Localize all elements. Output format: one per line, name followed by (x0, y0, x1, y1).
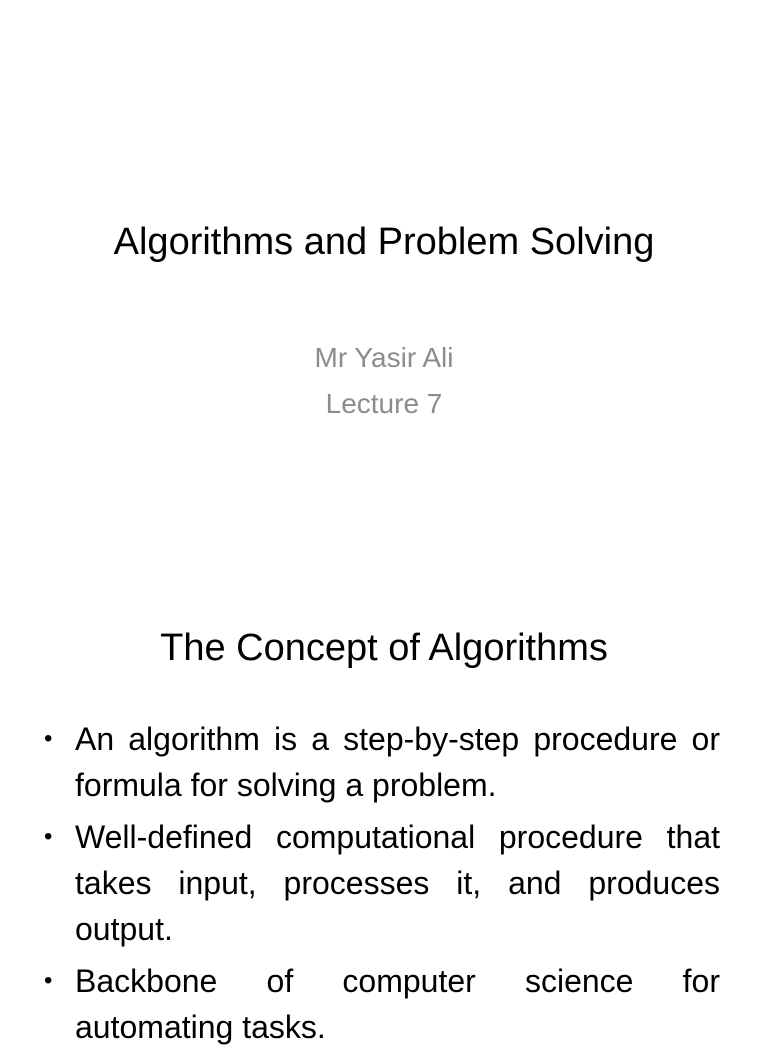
bullet-icon: • (44, 967, 53, 994)
slide-subtitle (0, 335, 768, 427)
slide-title: Algorithms and Problem Solving (113, 221, 655, 263)
bullet-item (44, 716, 720, 808)
bullet-text: Backbone of computer science for automating tasks. (75, 963, 720, 1045)
bullet-list (44, 716, 720, 1056)
bullet-icon: • (44, 823, 53, 850)
bullet-icon: • (44, 725, 53, 752)
bullet-item (44, 814, 720, 952)
presenter-name: Mr Yasir Ali (314, 342, 454, 373)
slide-title: The Concept of Algorithms (160, 627, 608, 669)
lecture-number: Lecture 7 (325, 388, 443, 419)
bullet-text: Well-defined computational procedure that takes input, processes it, and produces output. (75, 819, 720, 947)
bullet-text: An algorithm is a step-by-step procedure or formula for solving a problem. (75, 721, 720, 803)
content-slide (0, 576, 768, 1045)
bullet-item (44, 958, 720, 1050)
